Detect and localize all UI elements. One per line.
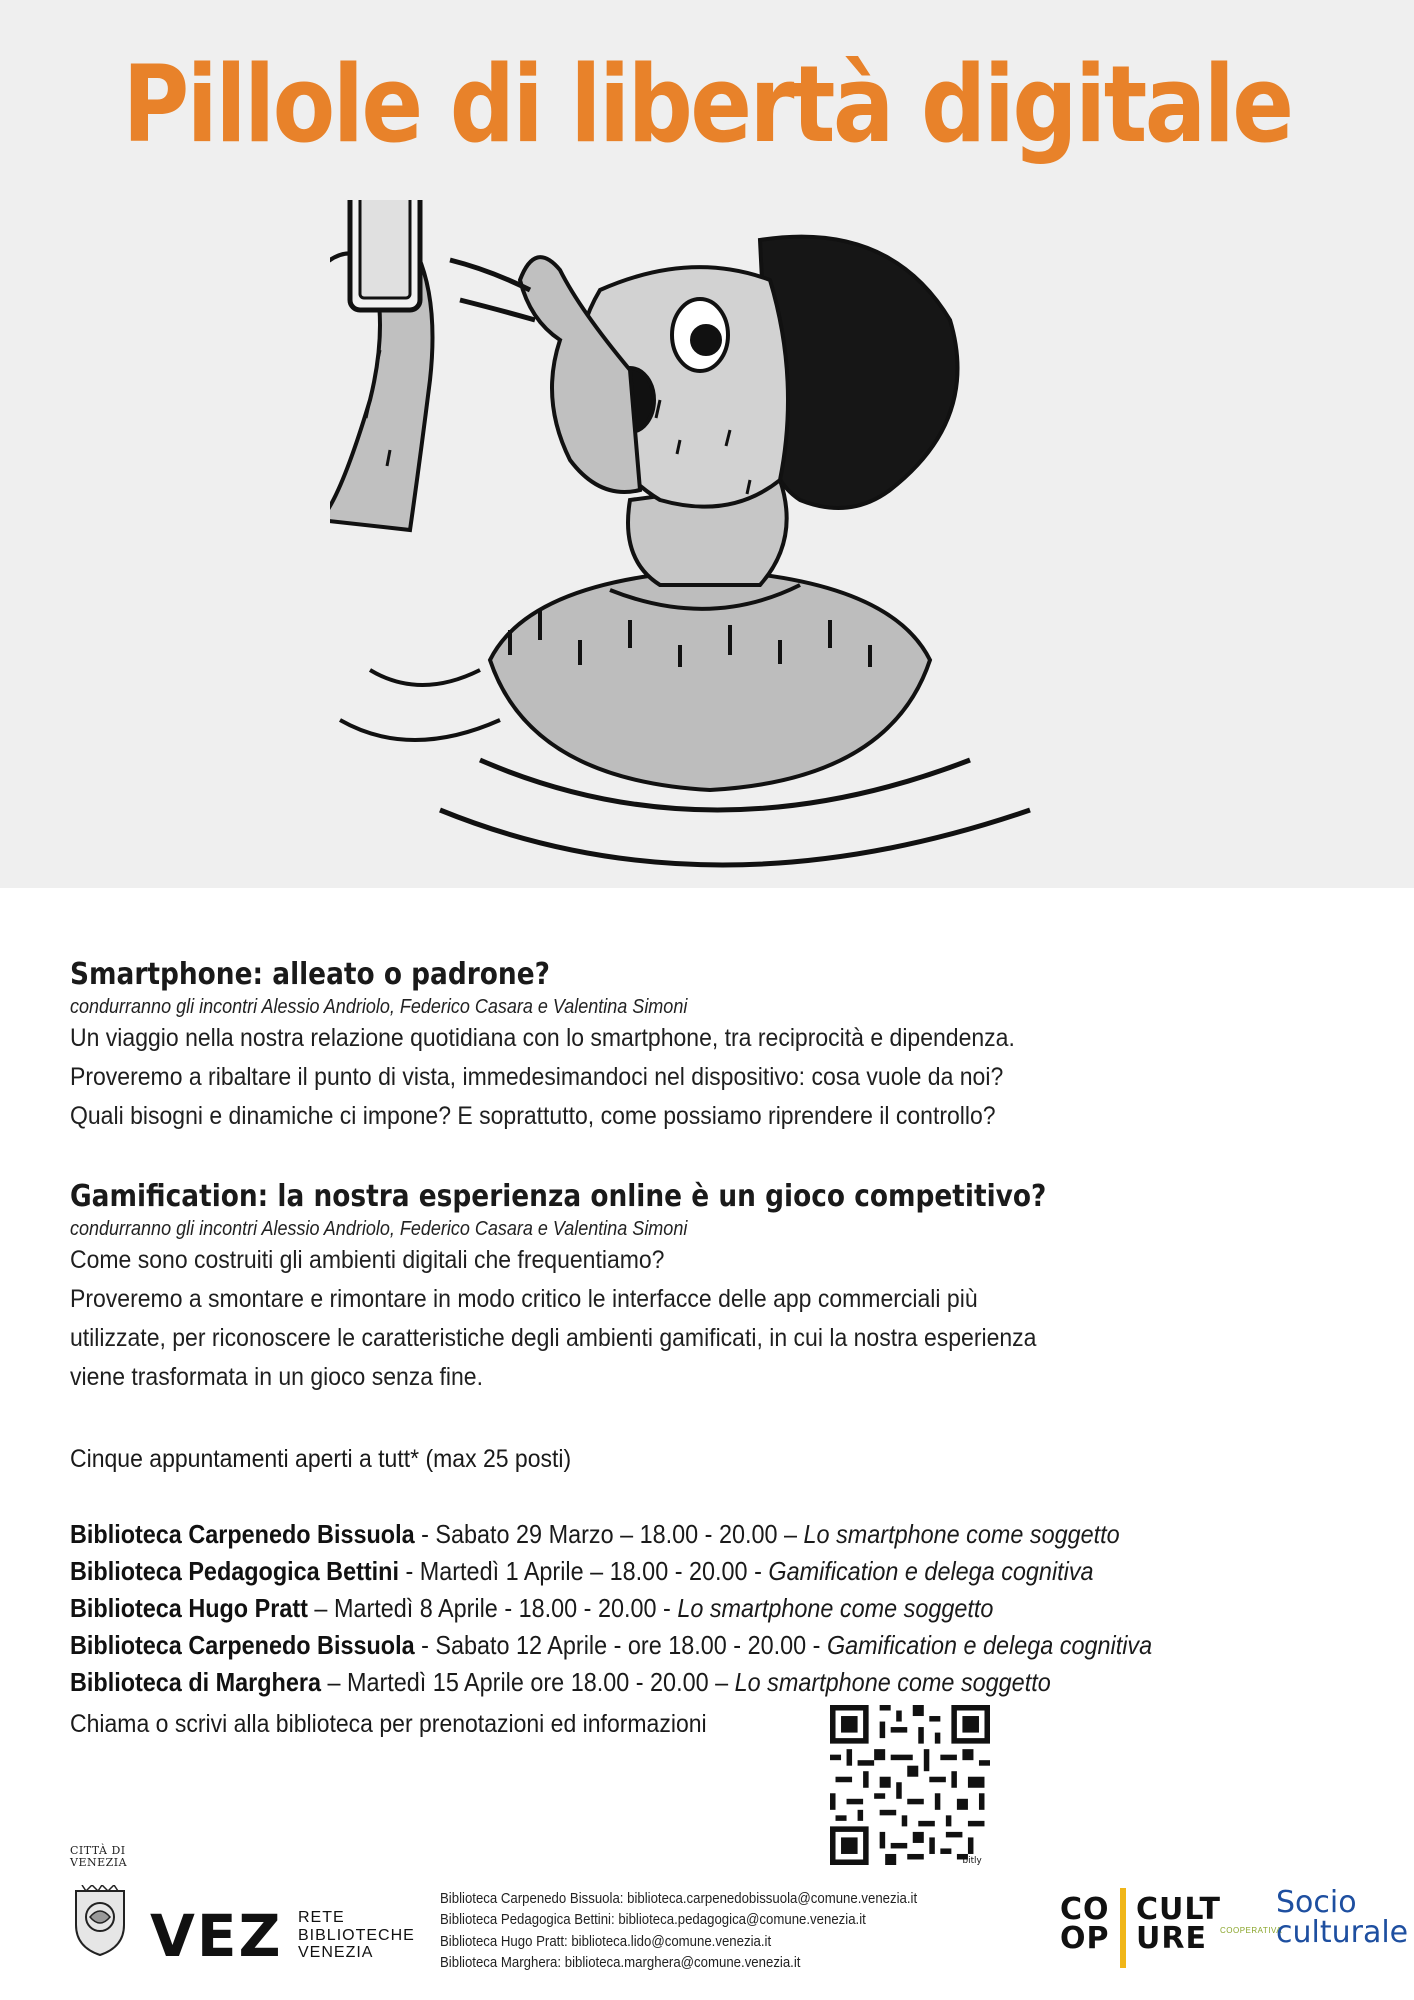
email-line[interactable]: Biblioteca Marghera: biblioteca.marghera@comune.venezia.it [440, 1953, 801, 1971]
main-content [70, 958, 1370, 1701]
cooperativa-label: COOPERATIVA [1220, 1926, 1283, 1935]
venezia-crest-icon [72, 1885, 128, 1957]
schedule-row [70, 1590, 1240, 1627]
schedule-time: - Sabato 12 Aprile - ore 18.00 - 20.00 - [414, 1629, 827, 1660]
socioculturale-logo [1276, 1885, 1409, 1950]
section-heading: Gamification: la nostra esperienza online è un gioco competitivo? [70, 1179, 1047, 1214]
socio-line: Socio [1276, 1885, 1357, 1920]
schedule-time: – Martedì 15 Aprile ore 18.00 - 20.00 – [320, 1666, 735, 1697]
schedule-row [70, 1627, 1240, 1664]
section-heading: Smartphone: alleato o padrone? [70, 957, 550, 992]
footer-logos [70, 1845, 440, 1995]
rete-line: RETE [298, 1909, 345, 1926]
citta-di-venezia-label: CITTÀ DI VENEZIA [70, 1844, 128, 1870]
description-line: Quali bisogni e dinamiche ci impone? E soprattutto, come possiamo riprendere il controllo? [70, 1102, 996, 1130]
rete-line: BIBLIOTECHE [298, 1926, 415, 1944]
section-description [70, 1241, 1266, 1397]
library-emails [440, 1888, 917, 1973]
culture-line: CULT [1136, 1892, 1221, 1927]
section-credit: condurranno gli incontri Alessio Andriolo, Federico Casara e Valentina Simoni [70, 1218, 688, 1240]
description-line: Proveremo a smontare e rimontare in modo critico le interfacce delle app commerciali più [70, 1285, 978, 1313]
description-line: Proveremo a ribaltare il punto di vista, immedesimandoci nel dispositivo: cosa vuole da noi? [70, 1063, 1004, 1091]
culture-logo [1136, 1892, 1221, 1956]
description-line: utilizzate, per riconoscere le caratteristiche degli ambienti gamificati, in cui la nostra esperienza [70, 1324, 1037, 1352]
partner-logos [1060, 1885, 1409, 1968]
schedule-place: Biblioteca Carpenedo Bissuola [70, 1519, 415, 1549]
description-line: Un viaggio nella nostra relazione quotidiana con lo smartphone, tra reciprocità e dipendenza. [70, 1024, 1015, 1052]
email-line[interactable]: Biblioteca Pedagogica Bettini: biblioteca.pedagogica@comune.venezia.it [440, 1911, 866, 1929]
vez-logo: VEZ [150, 1902, 283, 1970]
contact-line: Chiama o scrivi alla biblioteca per prenotazioni ed informazioni [70, 1710, 707, 1738]
coop-line: OP [1060, 1920, 1110, 1956]
schedule-time: - Sabato 29 Marzo – 18.00 - 20.00 – [414, 1519, 804, 1549]
hero-banner [0, 0, 1414, 888]
schedule-place: Biblioteca Carpenedo Bissuola [70, 1629, 415, 1660]
qr-label: bitly [962, 1855, 982, 1865]
schedule-place: Biblioteca Pedagogica Bettini [70, 1555, 399, 1586]
coop-line: CO [1060, 1892, 1110, 1927]
schedule-topic: Lo smartphone come soggetto [734, 1666, 1051, 1697]
section-gamification [70, 1180, 1370, 1397]
section-credit: condurranno gli incontri Alessio Andriolo, Federico Casara e Valentina Simoni [70, 996, 688, 1018]
schedule-time: - Martedì 1 Aprile – 18.00 - 20.00 - [398, 1555, 769, 1586]
coop-logo [1060, 1892, 1110, 1956]
section-smartphone [70, 958, 1370, 1136]
description-line: viene trasformata in un gioco senza fine. [70, 1363, 483, 1391]
person-drowning-with-smartphone-illustration [330, 200, 1090, 888]
coop-divider [1120, 1888, 1126, 1968]
rete-line: VENEZIA [298, 1944, 374, 1962]
schedule-time: – Martedì 8 Aprile - 18.00 - 20.00 - [307, 1592, 678, 1623]
email-line[interactable]: Biblioteca Hugo Pratt: biblioteca.lido@comune.venezia.it [440, 1932, 772, 1950]
schedule-row [70, 1664, 1240, 1701]
schedule-topic: Gamification e delega cognitiva [826, 1629, 1153, 1660]
open-text: Cinque appuntamenti aperti a tutt* (max 25 posti) [70, 1445, 572, 1473]
page-title: Pillole di libertà digitale [122, 43, 1292, 166]
schedule-place: Biblioteca di Marghera [70, 1666, 321, 1697]
schedule-list [70, 1516, 1370, 1701]
email-line[interactable]: Biblioteca Carpenedo Bissuola: biblioteca.carpenedobissuola@comune.venezia.it [440, 1890, 918, 1907]
schedule-row [70, 1553, 1240, 1590]
schedule-place: Biblioteca Hugo Pratt [70, 1592, 308, 1623]
schedule-row [70, 1516, 1240, 1553]
culture-line: URE [1136, 1920, 1207, 1956]
schedule-topic: Lo smartphone come soggetto [803, 1519, 1120, 1549]
section-description [70, 1019, 1266, 1136]
qr-code-icon[interactable] [830, 1705, 990, 1865]
description-line: Come sono costruiti gli ambienti digitali che frequentiamo? [70, 1246, 665, 1274]
schedule-topic: Gamification e delega cognitiva [768, 1555, 1094, 1586]
socio-line: culturale [1276, 1915, 1409, 1950]
rete-biblioteche-label [298, 1909, 415, 1962]
schedule-topic: Lo smartphone come soggetto [677, 1592, 994, 1623]
